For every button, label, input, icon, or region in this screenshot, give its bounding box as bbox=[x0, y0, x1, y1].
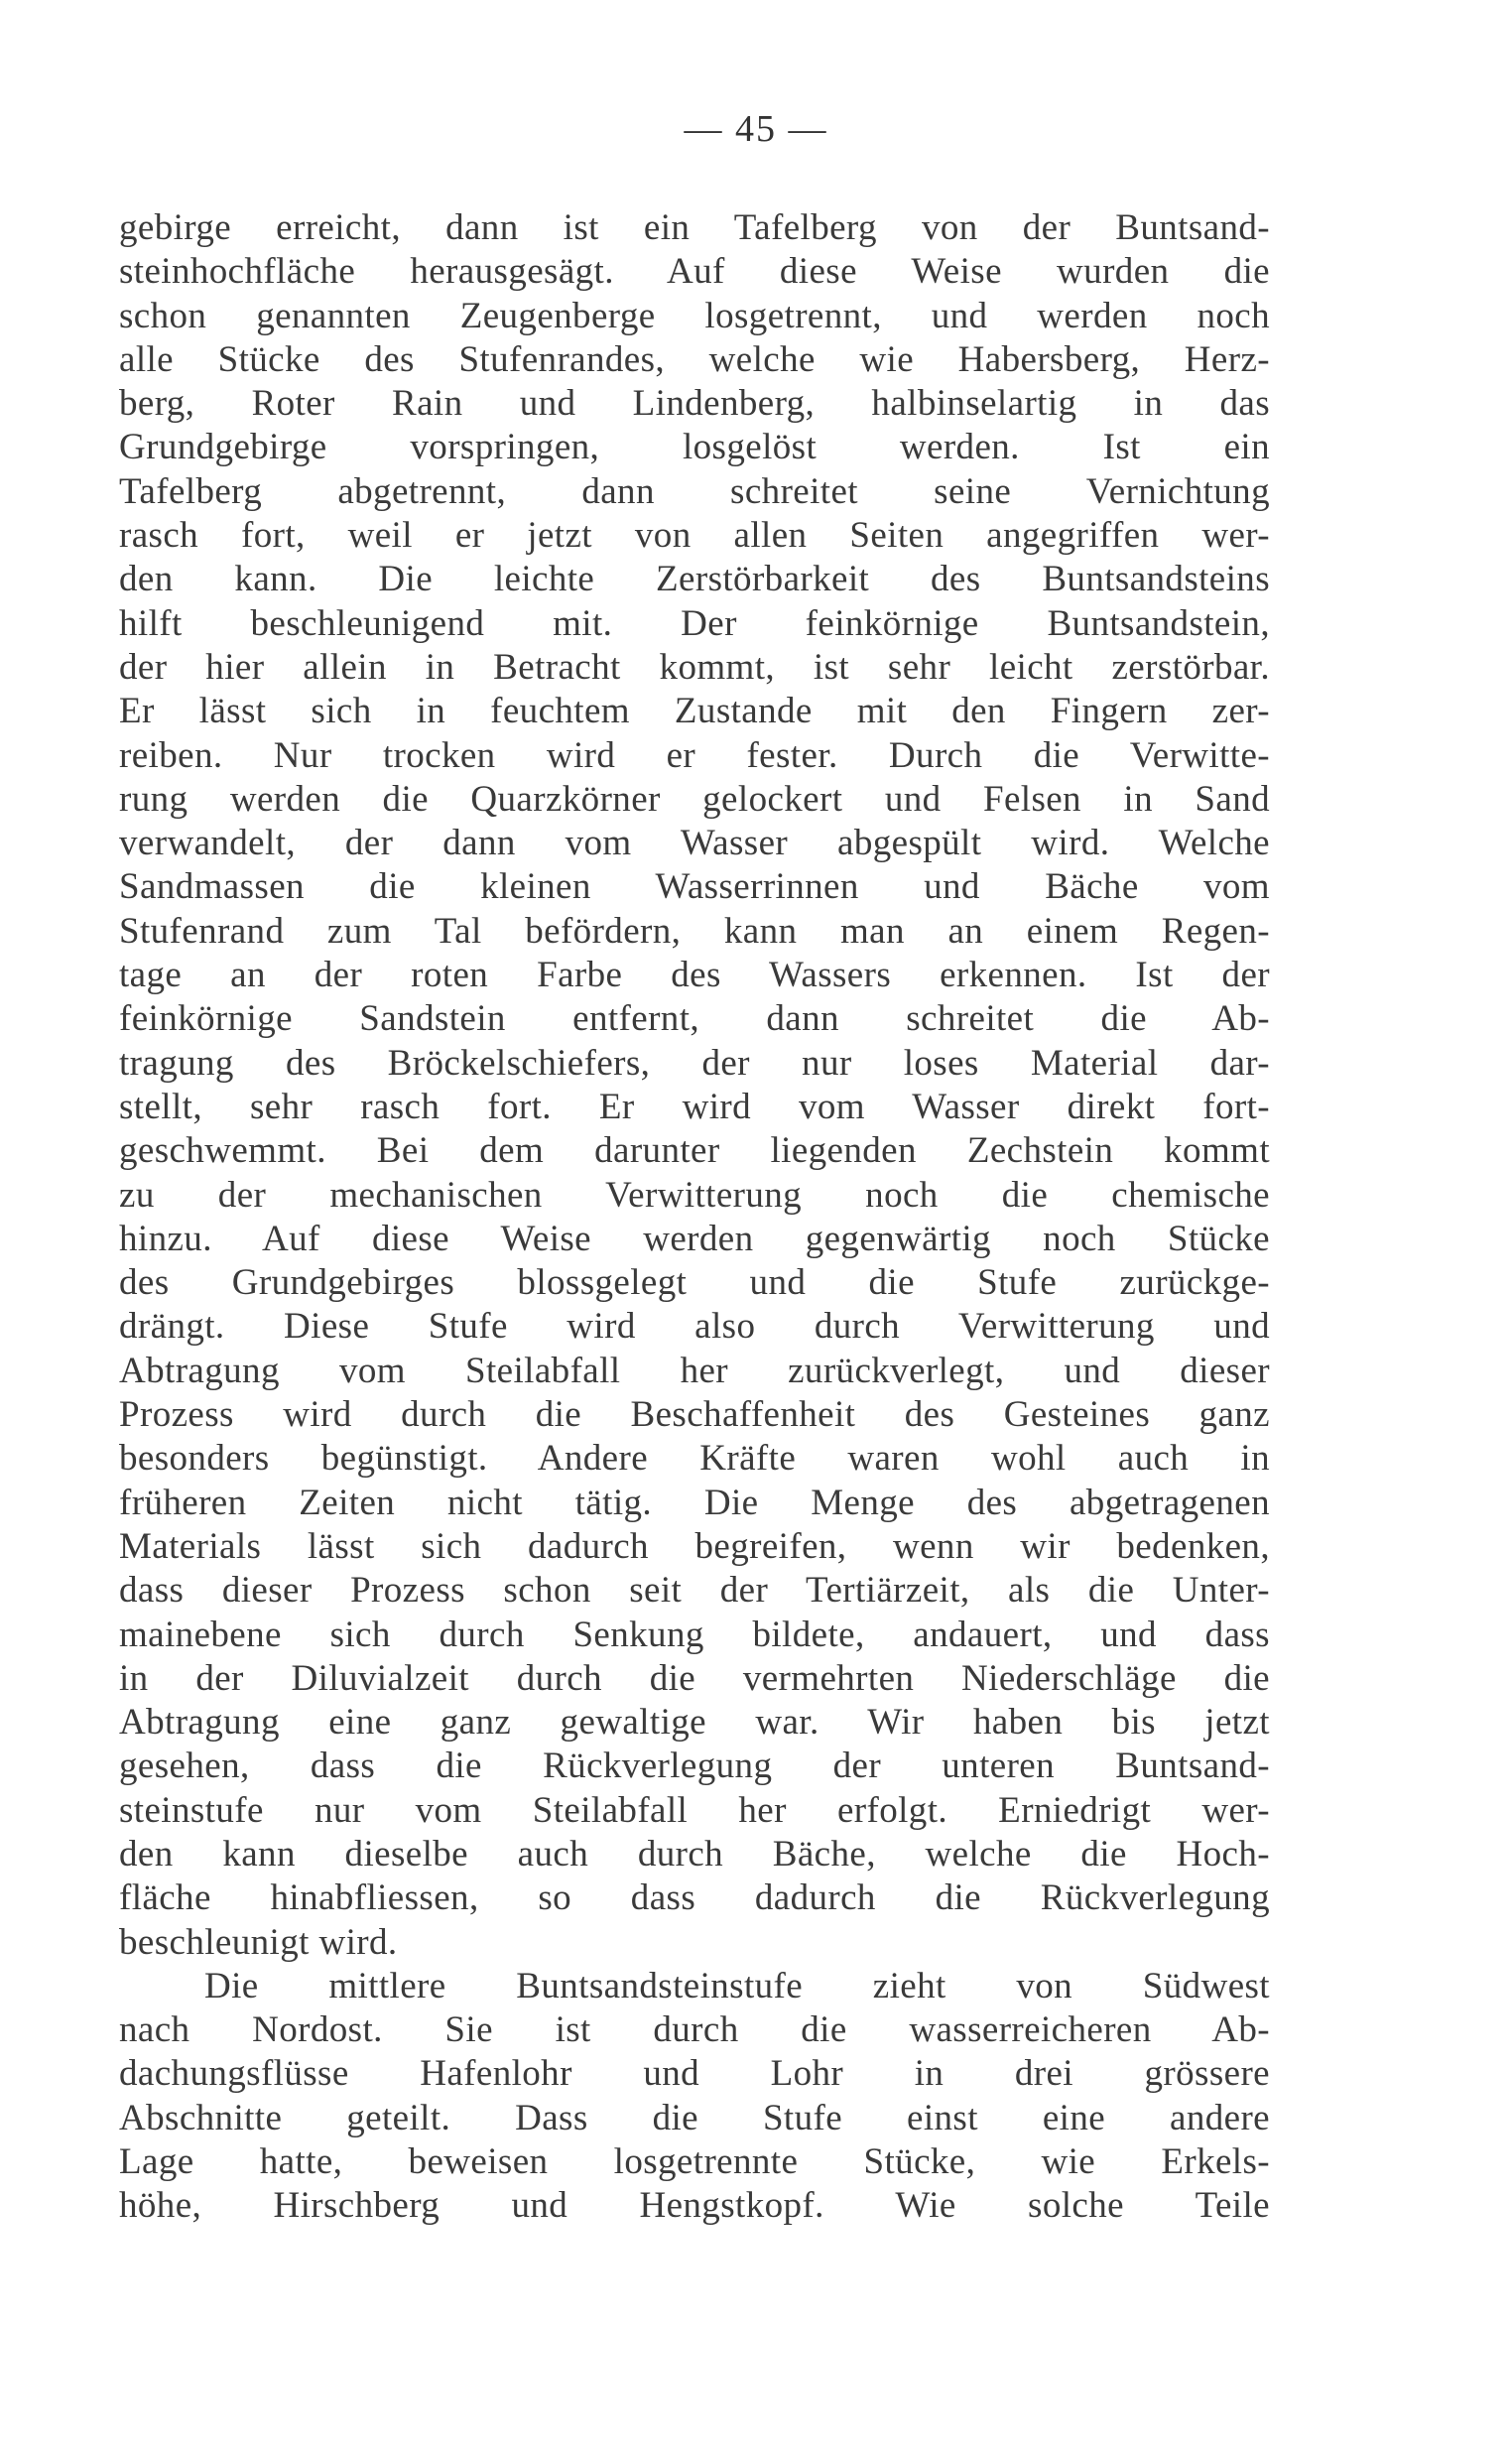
text-line: dachungsflüsse Hafenlohr und Lohr in drei grössere bbox=[119, 2053, 1270, 2095]
text-line: fläche hinabfliessen, so dass dadurch die Rückverlegung bbox=[119, 1877, 1270, 1919]
text-line: besonders begünstigt. Andere Kräfte waren wohl auch in bbox=[119, 1438, 1270, 1480]
text-line: steinhochfläche herausgesägt. Auf diese Weise wurden die bbox=[119, 251, 1270, 293]
text-line: gebirge erreicht, dann ist ein Tafelberg von der Buntsand- bbox=[119, 207, 1270, 248]
text-line: rasch fort, weil er jetzt von allen Seiten angegriffen wer- bbox=[119, 515, 1270, 557]
text-line: tragung des Bröckelschiefers, der nur loses Material dar- bbox=[119, 1042, 1270, 1084]
text-line: den kann dieselbe auch durch Bäche, welche die Hoch- bbox=[119, 1833, 1270, 1875]
text-line: höhe, Hirschberg und Hengstkopf. Wie solche Teile bbox=[119, 2185, 1270, 2227]
text-line: Stufenrand zum Tal befördern, kann man an einem Regen- bbox=[119, 910, 1270, 952]
text-line: steinstufe nur vom Steilabfall her erfolgt. Erniedrigt wer- bbox=[119, 1789, 1270, 1831]
text-line: den kann. Die leichte Zerstörbarkeit des Buntsandsteins bbox=[119, 559, 1270, 600]
text-line: feinkörnige Sandstein entfernt, dann schreitet die Ab- bbox=[119, 998, 1270, 1040]
text-line: in der Diluvialzeit durch die vermehrten Niederschläge die bbox=[119, 1657, 1270, 1699]
text-line: der hier allein in Betracht kommt, ist sehr leicht zerstörbar. bbox=[119, 646, 1270, 688]
text-line: berg, Roter Rain und Lindenberg, halbinselartig in das bbox=[119, 383, 1270, 425]
text-line: geschwemmt. Bei dem darunter liegenden Zechstein kommt bbox=[119, 1130, 1270, 1172]
text-line: des Grundgebirges blossgelegt und die Stufe zurückge- bbox=[119, 1262, 1270, 1304]
text-line: Abschnitte geteilt. Dass die Stufe einst eine andere bbox=[119, 2097, 1270, 2138]
text-line: Sandmassen die kleinen Wasserrinnen und Bäche vom bbox=[119, 866, 1270, 908]
text-line: früheren Zeiten nicht tätig. Die Menge des abgetragenen bbox=[119, 1482, 1270, 1523]
paragraph-end-line: beschleunigt wird. bbox=[119, 1921, 398, 1963]
paragraph-start-line: Die mittlere Buntsandsteinstufe zieht von Südwest bbox=[204, 1965, 1270, 2006]
text-line: hinzu. Auf diese Weise werden gegenwärtig noch Stücke bbox=[119, 1218, 1270, 1259]
body-text bbox=[119, 206, 1270, 2229]
text-line: zu der mechanischen Verwitterung noch die chemische bbox=[119, 1174, 1270, 1216]
text-line: Materials lässt sich dadurch begreifen, wenn wir bedenken, bbox=[119, 1525, 1270, 1567]
text-line: Er lässt sich in feuchtem Zustande mit den Fingern zer- bbox=[119, 691, 1270, 732]
text-line: dass dieser Prozess schon seit der Tertiärzeit, als die Unter- bbox=[119, 1570, 1270, 1612]
text-line: Grundgebirge vorspringen, losgelöst werden. Ist ein bbox=[119, 427, 1270, 468]
text-line: mainebene sich durch Senkung bildete, andauert, und dass bbox=[119, 1614, 1270, 1655]
text-line: hilft beschleunigend mit. Der feinkörnige Buntsandstein, bbox=[119, 602, 1270, 644]
text-line: rung werden die Quarzkörner gelockert und Felsen in Sand bbox=[119, 778, 1270, 820]
text-line: Tafelberg abgetrennt, dann schreitet seine Vernichtung bbox=[119, 470, 1270, 512]
text-line: schon genannten Zeugenberge losgetrennt, und werden noch bbox=[119, 295, 1270, 336]
text-line: Abtragung vom Steilabfall her zurückverlegt, und dieser bbox=[119, 1350, 1270, 1391]
text-line: alle Stücke des Stufenrandes, welche wie Habersberg, Herz- bbox=[119, 338, 1270, 380]
text-line: stellt, sehr rasch fort. Er wird vom Wasser direkt fort- bbox=[119, 1086, 1270, 1127]
page-number: — 45 — bbox=[684, 108, 828, 150]
text-line: Abtragung eine ganz gewaltige war. Wir haben bis jetzt bbox=[119, 1702, 1270, 1744]
text-line: verwandelt, der dann vom Wasser abgespült wird. Welche bbox=[119, 823, 1270, 864]
text-line: tage an der roten Farbe des Wassers erkennen. Ist der bbox=[119, 955, 1270, 996]
text-line: nach Nordost. Sie ist durch die wasserreicheren Ab- bbox=[119, 2009, 1270, 2051]
text-line: drängt. Diese Stufe wird also durch Verwitterung und bbox=[119, 1306, 1270, 1348]
text-line: Prozess wird durch die Beschaffenheit des Gesteines ganz bbox=[119, 1394, 1270, 1436]
text-line: reiben. Nur trocken wird er fester. Durch die Verwitte- bbox=[119, 734, 1270, 776]
text-line: Lage hatte, beweisen losgetrennte Stücke, wie Erkels- bbox=[119, 2141, 1270, 2183]
text-line: gesehen, dass die Rückverlegung der unteren Buntsand- bbox=[119, 1746, 1270, 1787]
